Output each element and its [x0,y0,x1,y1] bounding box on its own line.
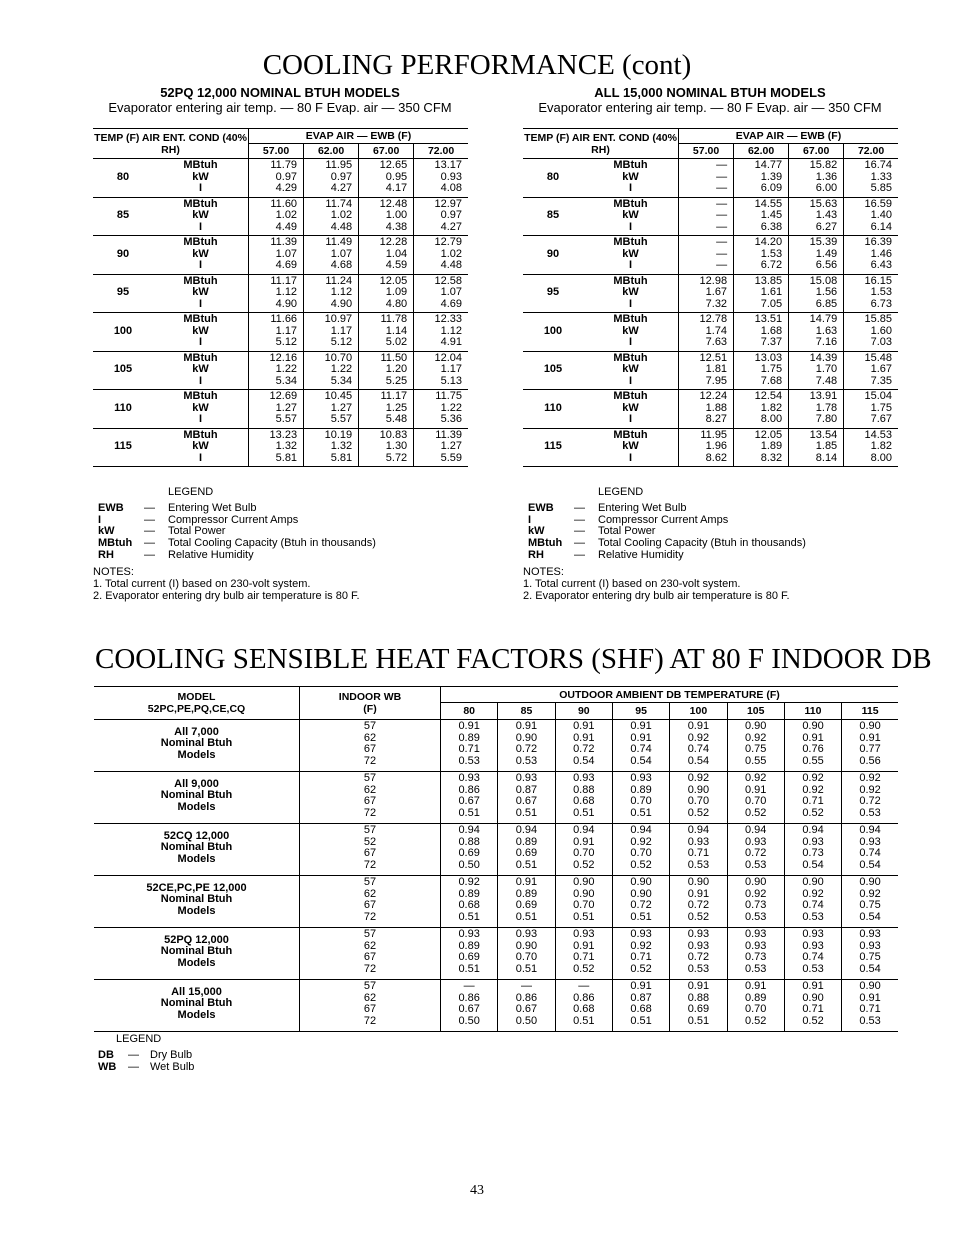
unit-cell: MBtuh kW I [153,313,249,352]
cond-temp-cell: 80 [93,159,153,198]
indoor-wb-cell: 57 62 67 72 [300,772,441,824]
evap-header: EVAP AIR — EWB (F) [249,129,469,144]
shf-table [94,686,898,1032]
shf-value-cell: 0.94 0.89 0.69 0.51 [498,824,555,876]
value-cell: 15.85 1.60 7.03 [844,313,898,352]
shf-legend [98,1034,194,1073]
legend-desc: Dry Bulb [150,1048,193,1061]
legend-desc: Total Power [598,525,656,538]
cond-temp-cell: 90 [93,236,153,275]
value-cell: 10.45 1.27 5.57 [304,390,359,429]
legend-item [98,550,376,562]
outdoor-temp-col-header: 90 [555,703,612,720]
cond-temp-cell: 100 [93,313,153,352]
shf-value-cell: 0.92 0.91 0.70 0.52 [727,772,784,824]
legend-title: LEGEND [598,486,644,498]
value-cell: 13.85 1.61 7.05 [734,274,789,313]
notes-title: NOTES: [523,566,564,578]
panel-heading: ALL 15,000 NOMINAL BTUH MODELS [594,85,826,100]
table-row [523,313,898,352]
legend-dash: — [574,537,585,550]
legend-dash: — [144,537,155,550]
shf-value-cell: 0.92 0.92 0.71 0.52 [784,772,841,824]
legend-abbr: WB [98,1060,117,1073]
indoor-wb-cell: 57 62 67 72 [300,876,441,928]
legend-desc: Total Cooling Capacity (Btuh in thousands) [168,537,376,550]
unit-cell: MBtuh kW I [153,274,249,313]
ewb-col-header: 72.00 [844,144,898,159]
shf-title: COOLING SENSIBLE HEAT FACTORS (SHF) AT 80 F INDOOR DB [95,643,932,675]
legend-desc: Entering Wet Bulb [598,501,687,514]
value-cell: 11.95 0.97 4.27 [304,159,359,198]
shf-value-cell: 0.93 0.91 0.71 0.52 [555,928,612,980]
value-cell: 12.69 1.27 5.57 [249,390,304,429]
outdoor-temp-col-header: 85 [498,703,555,720]
value-cell: 12.78 1.74 7.63 [679,313,734,352]
value-cell: 12.98 1.67 7.32 [679,274,734,313]
legend-item [98,1050,194,1062]
value-cell: 11.95 1.96 8.62 [679,428,734,467]
notes-title: NOTES: [93,566,134,578]
value-cell: 16.59 1.40 6.14 [844,197,898,236]
value-cell: 11.75 1.22 5.36 [414,390,468,429]
shf-value-cell: 0.90 0.92 0.75 0.55 [727,720,784,772]
indoor-wb-cell: 57 52 67 72 [300,824,441,876]
shf-value-cell: 0.92 0.92 0.72 0.53 [842,772,898,824]
unit-cell: MBtuh kW I [153,236,249,275]
panel-subheading: Evaporator entering air temp. — 80 F Evap. air — 350 CFM [538,100,882,115]
legend-dash: — [574,501,585,514]
unit-cell: MBtuh kW I [583,159,679,198]
value-cell: 13.91 1.78 7.80 [789,390,844,429]
legend-dash: — [144,548,155,561]
shf-value-cell: 0.93 0.93 0.75 0.54 [842,928,898,980]
value-cell: 11.17 1.12 4.90 [249,274,304,313]
shf-value-cell: 0.91 0.91 0.72 0.54 [555,720,612,772]
table-row [523,428,898,467]
shf-value-cell: 0.94 0.93 0.71 0.53 [670,824,727,876]
unit-cell: MBtuh kW I [153,159,249,198]
cond-temp-cell: 115 [523,428,583,467]
shf-value-cell: 0.91 0.89 0.70 0.52 [727,980,784,1032]
unit-cell: MBtuh kW I [583,274,679,313]
value-cell: 12.24 1.88 8.27 [679,390,734,429]
legend-desc: Relative Humidity [598,548,684,561]
table-row [523,197,898,236]
shf-value-cell: 0.93 0.89 0.69 0.51 [441,928,498,980]
legend-abbr: MBtuh [98,537,133,550]
table-row [523,390,898,429]
legend-desc: Compressor Current Amps [598,513,729,526]
table-row [93,159,468,198]
shf-value-cell: 0.91 0.89 0.71 0.53 [441,720,498,772]
shf-value-cell: 0.93 0.90 0.70 0.51 [498,928,555,980]
table-row [94,876,898,928]
legend-abbr: RH [98,548,114,561]
value-cell: 12.28 1.04 4.59 [359,236,414,275]
value-cell: 15.04 1.75 7.67 [844,390,898,429]
ewb-col-header: 67.00 [789,144,844,159]
table-row [94,772,898,824]
table-row [93,313,468,352]
cond-temp-cell: 110 [93,390,153,429]
table-row [94,980,898,1032]
value-cell: 11.39 1.27 5.59 [414,428,468,467]
unit-cell: MBtuh kW I [583,197,679,236]
value-cell: 12.16 1.22 5.34 [249,351,304,390]
value-cell: — — — [679,236,734,275]
legend-dash: — [144,525,155,538]
legend-abbr: RH [528,548,544,561]
unit-cell: MBtuh kW I [153,197,249,236]
legend-desc: Total Power [168,525,226,538]
indoor-wb-header: INDOOR WB (F) [300,687,441,720]
unit-cell: MBtuh kW I [583,313,679,352]
unit-cell: MBtuh kW I [153,351,249,390]
value-cell: 16.15 1.53 6.73 [844,274,898,313]
value-cell: 12.04 1.17 5.13 [414,351,468,390]
value-cell: 12.65 0.95 4.17 [359,159,414,198]
unit-cell: MBtuh kW I [153,428,249,467]
outdoor-temp-col-header: 95 [612,703,669,720]
unit-cell: MBtuh kW I [153,390,249,429]
legend-dash: — [144,513,155,526]
value-cell: 11.24 1.12 4.90 [304,274,359,313]
shf-value-cell: 0.90 0.92 0.74 0.53 [784,876,841,928]
legend-title: LEGEND [116,1033,162,1045]
value-cell: 15.63 1.43 6.27 [789,197,844,236]
indoor-wb-cell: 57 62 67 72 [300,720,441,772]
cond-temp-cell: 100 [523,313,583,352]
shf-value-cell: 0.94 0.91 0.70 0.52 [555,824,612,876]
shf-value-cell: 0.90 0.91 0.71 0.53 [842,980,898,1032]
value-cell: 10.19 1.32 5.81 [304,428,359,467]
table-row [93,274,468,313]
shf-value-cell: 0.90 0.92 0.75 0.54 [842,876,898,928]
legend-dash: — [574,525,585,538]
model-cell: All 7,000 Nominal Btuh Models [94,720,300,772]
note-1: 1. Total current (I) based on 230-volt system. [93,578,311,590]
note-2: 2. Evaporator entering dry bulb air temperature is 80 F. [93,590,360,602]
value-cell: 13.23 1.32 5.81 [249,428,304,467]
shf-value-cell: 0.94 0.93 0.74 0.54 [842,824,898,876]
unit-cell: MBtuh kW I [583,390,679,429]
ewb-col-header: 57.00 [249,144,304,159]
shf-value-cell: 0.92 0.90 0.70 0.52 [670,772,727,824]
note-2: 2. Evaporator entering dry bulb air temperature is 80 F. [523,590,790,602]
shf-value-cell: 0.91 0.91 0.74 0.54 [612,720,669,772]
table-row [93,351,468,390]
model-cell: 52PQ 12,000 Nominal Btuh Models [94,928,300,980]
legend-desc: Entering Wet Bulb [168,501,257,514]
cond-temp-cell: 110 [523,390,583,429]
value-cell: 12.58 1.07 4.69 [414,274,468,313]
shf-value-cell: 0.93 0.92 0.71 0.52 [612,928,669,980]
perf-panel-all-15000 [520,85,900,464]
table-row [523,159,898,198]
shf-value-cell: 0.90 0.90 0.72 0.51 [612,876,669,928]
shf-value-cell: 0.93 0.89 0.70 0.51 [612,772,669,824]
shf-value-cell: 0.90 0.91 0.72 0.52 [670,876,727,928]
shf-value-cell: 0.94 0.92 0.70 0.52 [612,824,669,876]
shf-value-cell: 0.91 0.89 0.69 0.51 [498,876,555,928]
model-cell: All 9,000 Nominal Btuh Models [94,772,300,824]
legend-desc: Compressor Current Amps [168,513,299,526]
value-cell: 12.51 1.81 7.95 [679,351,734,390]
legend-item [528,515,806,527]
value-cell: 14.39 1.70 7.48 [789,351,844,390]
value-cell: 11.50 1.20 5.25 [359,351,414,390]
value-cell: 15.39 1.49 6.56 [789,236,844,275]
model-cell: All 15,000 Nominal Btuh Models [94,980,300,1032]
value-cell: 12.97 0.97 4.27 [414,197,468,236]
legend-item [98,515,376,527]
legend-left [98,487,376,562]
legend-item [528,550,806,562]
shf-value-cell: 0.93 0.93 0.72 0.53 [670,928,727,980]
value-cell: 12.79 1.02 4.48 [414,236,468,275]
perf-panel-52pq-12000 [90,85,470,464]
value-cell: 15.08 1.56 6.85 [789,274,844,313]
legend-desc: Relative Humidity [168,548,254,561]
table-row [93,236,468,275]
value-cell: 10.97 1.17 5.12 [304,313,359,352]
legend-abbr: kW [98,525,115,538]
page-number: 43 [470,1183,484,1198]
table-row [94,928,898,980]
table-row [93,390,468,429]
legend-abbr: I [528,513,532,526]
cond-temp-cell: 85 [93,197,153,236]
cond-temp-cell: 115 [93,428,153,467]
shf-value-cell: — 0.86 0.67 0.50 [441,980,498,1032]
temp-header: TEMP (F) AIR ENT. COND (40% RH) [93,129,249,159]
legend-abbr: EWB [98,501,124,514]
legend-title: LEGEND [168,486,214,498]
outdoor-temp-col-header: 110 [784,703,841,720]
value-cell: 14.55 1.45 6.38 [734,197,789,236]
table-row [94,824,898,876]
outdoor-temp-col-header: 105 [727,703,784,720]
legend-desc: Wet Bulb [150,1060,195,1073]
value-cell: 12.48 1.00 4.38 [359,197,414,236]
indoor-wb-cell: 57 62 67 72 [300,980,441,1032]
shf-value-cell: 0.93 0.86 0.67 0.51 [441,772,498,824]
legend-abbr: I [98,513,102,526]
ewb-col-header: 62.00 [304,144,359,159]
value-cell: — — — [679,197,734,236]
shf-value-cell: — 0.86 0.67 0.50 [498,980,555,1032]
shf-value-cell: 0.94 0.93 0.72 0.53 [727,824,784,876]
outdoor-temp-header: OUTDOOR AMBIENT DB TEMPERATURE (F) [441,687,899,703]
value-cell: 11.39 1.07 4.69 [249,236,304,275]
shf-value-cell: 0.92 0.89 0.68 0.51 [441,876,498,928]
ewb-col-header: 72.00 [414,144,468,159]
shf-value-cell: 0.94 0.93 0.73 0.54 [784,824,841,876]
page-title: COOLING PERFORMANCE (cont) [262,49,692,81]
value-cell: 14.79 1.63 7.16 [789,313,844,352]
notes-left [93,566,360,602]
unit-cell: MBtuh kW I [583,351,679,390]
value-cell: 12.54 1.82 8.00 [734,390,789,429]
shf-value-cell: 0.90 0.90 0.70 0.51 [555,876,612,928]
shf-value-cell: 0.93 0.93 0.74 0.53 [784,928,841,980]
legend-dash: — [128,1048,139,1061]
cond-temp-cell: 80 [523,159,583,198]
value-cell: 12.05 1.89 8.32 [734,428,789,467]
shf-value-cell: 0.90 0.92 0.73 0.53 [727,876,784,928]
value-cell: 10.70 1.22 5.34 [304,351,359,390]
panel-heading: 52PQ 12,000 NOMINAL BTUH MODELS [160,85,400,100]
unit-cell: MBtuh kW I [583,428,679,467]
value-cell: 16.74 1.33 5.85 [844,159,898,198]
value-cell: 13.51 1.68 7.37 [734,313,789,352]
model-cell: 52CE,PC,PE 12,000 Nominal Btuh Models [94,876,300,928]
legend-item [98,503,376,515]
legend-abbr: DB [98,1048,114,1061]
shf-value-cell: 0.93 0.93 0.73 0.53 [727,928,784,980]
shf-value-cell: 0.91 0.87 0.68 0.51 [612,980,669,1032]
table-row [94,720,898,772]
cond-temp-cell: 90 [523,236,583,275]
value-cell: — — — [679,159,734,198]
temp-header: TEMP (F) AIR ENT. COND (40% RH) [523,129,679,159]
value-cell: 11.17 1.25 5.48 [359,390,414,429]
table-row [93,197,468,236]
ewb-col-header: 62.00 [734,144,789,159]
shf-value-cell: 0.91 0.90 0.72 0.53 [498,720,555,772]
outdoor-temp-col-header: 100 [670,703,727,720]
legend-abbr: MBtuh [528,537,563,550]
value-cell: 13.17 0.93 4.08 [414,159,468,198]
cond-temp-cell: 105 [93,351,153,390]
performance-table [523,128,898,467]
model-cell: 52CQ 12,000 Nominal Btuh Models [94,824,300,876]
shf-value-cell: 0.90 0.91 0.77 0.56 [842,720,898,772]
value-cell: 15.82 1.36 6.00 [789,159,844,198]
table-row [523,351,898,390]
indoor-wb-cell: 57 62 67 72 [300,928,441,980]
cond-temp-cell: 85 [523,197,583,236]
note-1: 1. Total current (I) based on 230-volt system. [523,578,741,590]
panel-subheading: Evaporator entering air temp. — 80 F Evap. air — 350 CFM [108,100,452,115]
legend-abbr: EWB [528,501,554,514]
cond-temp-cell: 95 [523,274,583,313]
notes-right [523,566,790,602]
legend-dash: — [574,548,585,561]
value-cell: 11.49 1.07 4.68 [304,236,359,275]
value-cell: 11.66 1.17 5.12 [249,313,304,352]
legend-right [528,487,806,562]
value-cell: 12.05 1.09 4.80 [359,274,414,313]
ewb-col-header: 57.00 [679,144,734,159]
value-cell: 11.79 0.97 4.29 [249,159,304,198]
legend-abbr: kW [528,525,545,538]
value-cell: 10.83 1.30 5.72 [359,428,414,467]
value-cell: 13.54 1.85 8.14 [789,428,844,467]
value-cell: 15.48 1.67 7.35 [844,351,898,390]
legend-item [98,1062,194,1074]
shf-value-cell: 0.91 0.92 0.74 0.54 [670,720,727,772]
shf-value-cell: 0.93 0.88 0.68 0.51 [555,772,612,824]
cond-temp-cell: 105 [523,351,583,390]
shf-value-cell: 0.93 0.87 0.67 0.51 [498,772,555,824]
table-row [523,236,898,275]
outdoor-temp-col-header: 80 [441,703,498,720]
value-cell: 14.20 1.53 6.72 [734,236,789,275]
shf-value-cell: — 0.86 0.68 0.51 [555,980,612,1032]
value-cell: 14.53 1.82 8.00 [844,428,898,467]
unit-cell: MBtuh kW I [583,236,679,275]
legend-dash: — [574,513,585,526]
legend-dash: — [128,1060,139,1073]
shf-value-cell: 0.90 0.91 0.76 0.55 [784,720,841,772]
value-cell: 11.74 1.02 4.48 [304,197,359,236]
legend-dash: — [144,501,155,514]
shf-value-cell: 0.91 0.90 0.71 0.52 [784,980,841,1032]
value-cell: 13.03 1.75 7.68 [734,351,789,390]
value-cell: 11.60 1.02 4.49 [249,197,304,236]
performance-table [93,128,468,467]
shf-value-cell: 0.91 0.88 0.69 0.51 [670,980,727,1032]
legend-item [528,503,806,515]
value-cell: 14.77 1.39 6.09 [734,159,789,198]
table-row [93,428,468,467]
model-header: MODEL 52PC,PE,PQ,CE,CQ [94,687,300,720]
value-cell: 12.33 1.12 4.91 [414,313,468,352]
value-cell: 16.39 1.46 6.43 [844,236,898,275]
shf-value-cell: 0.94 0.88 0.69 0.50 [441,824,498,876]
outdoor-temp-col-header: 115 [842,703,898,720]
cond-temp-cell: 95 [93,274,153,313]
ewb-col-header: 67.00 [359,144,414,159]
table-row [523,274,898,313]
legend-desc: Total Cooling Capacity (Btuh in thousands) [598,537,806,550]
value-cell: 11.78 1.14 5.02 [359,313,414,352]
evap-header: EVAP AIR — EWB (F) [679,129,899,144]
